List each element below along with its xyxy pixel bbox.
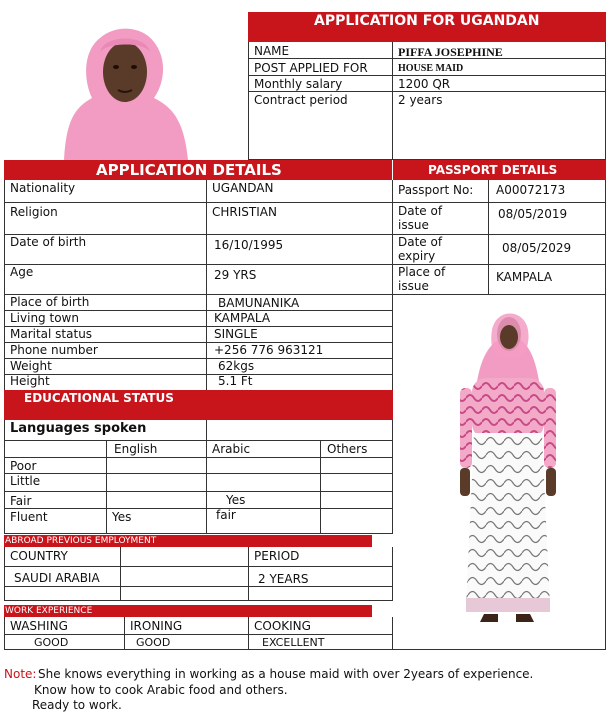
issue-place-value: KAMPALA (496, 270, 553, 284)
ironing-level: GOOD (136, 636, 171, 649)
marital-value: SINGLE (214, 327, 258, 341)
level-poor: Poor (10, 459, 37, 473)
nationality-label: Nationality (10, 181, 76, 195)
birthplace-value: BAMUNANIKA (218, 296, 300, 310)
cooking-level: EXCELLENT (262, 636, 325, 649)
religion-value: CHRISTIAN (212, 205, 277, 219)
issue-date-value: 08/05/2019 (498, 207, 568, 221)
salary-value: 1200 QR (398, 77, 451, 91)
height-label: Height (10, 374, 50, 388)
birthplace-label: Place of birth (10, 295, 90, 309)
skill-ironing: IRONING (130, 619, 183, 633)
contract-label: Contract period (254, 93, 348, 107)
fluent-english-value: Yes (112, 510, 132, 524)
town-value: KAMPALA (214, 311, 271, 325)
col-arabic: Arabic (212, 442, 251, 456)
note-line-1: She knows everything in working as a house maid with over 2years of experience. (38, 667, 534, 681)
passport-no-label: Passport No: (398, 183, 474, 197)
note-line-2: Know how to cook Arabic food and others. (34, 683, 288, 697)
period-value: 2 YEARS (258, 572, 309, 586)
dob-label: Date of birth (10, 235, 87, 249)
application-title: APPLICATION FOR UGANDAN (314, 13, 540, 29)
level-fair: Fair (10, 494, 32, 508)
note-line-3: Ready to work. (32, 698, 122, 712)
name-value: PIFFA JOSEPHINE (398, 45, 503, 59)
marital-label: Marital status (10, 327, 93, 341)
passport-no-value: A00072173 (496, 183, 566, 197)
washing-level: GOOD (34, 636, 69, 649)
applicant-headshot (4, 12, 248, 160)
period-header: PERIOD (254, 549, 300, 563)
col-others: Others (327, 442, 368, 456)
applicant-full-body-photo (450, 308, 560, 628)
issue-date-label: Date of issue (398, 204, 443, 232)
languages-frame (4, 420, 393, 534)
issue-place-label: Place of issue (398, 265, 446, 293)
skill-washing: WASHING (10, 619, 68, 633)
note-label: Note: (4, 667, 37, 681)
height-value: 5.1 Ft (218, 374, 253, 388)
education-title: EDUCATIONAL STATUS (24, 391, 174, 405)
country-header: COUNTRY (10, 549, 68, 563)
age-value: 29 YRS (214, 268, 257, 282)
dob-value: 16/10/1995 (214, 238, 284, 252)
post-value: HOUSE MAID (398, 63, 464, 74)
abroad-title: ABROAD PREVIOUS EMPLOYMENT (5, 536, 157, 546)
passport-title: PASSPORT DETAILS (428, 163, 558, 177)
name-label: NAME (254, 44, 290, 58)
post-label: POST APPLIED FOR (254, 61, 368, 75)
country-value: SAUDI ARABIA (14, 571, 100, 585)
fair-arabic-value: Yes (226, 493, 246, 507)
expiry-date-label: Date of expiry (398, 235, 443, 263)
level-fluent: Fluent (10, 510, 48, 524)
town-label: Living town (10, 311, 79, 325)
weight-label: Weight (10, 359, 52, 373)
work-title: WORK EXPERIENCE (5, 606, 93, 616)
weight-value: 62kgs (218, 359, 255, 373)
religion-label: Religion (10, 205, 58, 219)
phone-value: +256 776 963121 (214, 343, 324, 357)
age-label: Age (10, 265, 34, 279)
skill-cooking: COOKING (254, 619, 311, 633)
fluent-arabic-value: fair (216, 508, 236, 522)
details-title: APPLICATION DETAILS (96, 161, 282, 179)
col-english: English (114, 442, 158, 456)
nationality-value: UGANDAN (212, 181, 274, 195)
expiry-date-value: 08/05/2029 (502, 241, 572, 255)
salary-label: Monthly salary (254, 77, 343, 91)
languages-label: Languages spoken (10, 421, 147, 436)
contract-value: 2 years (398, 93, 443, 107)
level-little: Little (10, 474, 41, 488)
phone-label: Phone number (10, 343, 98, 357)
